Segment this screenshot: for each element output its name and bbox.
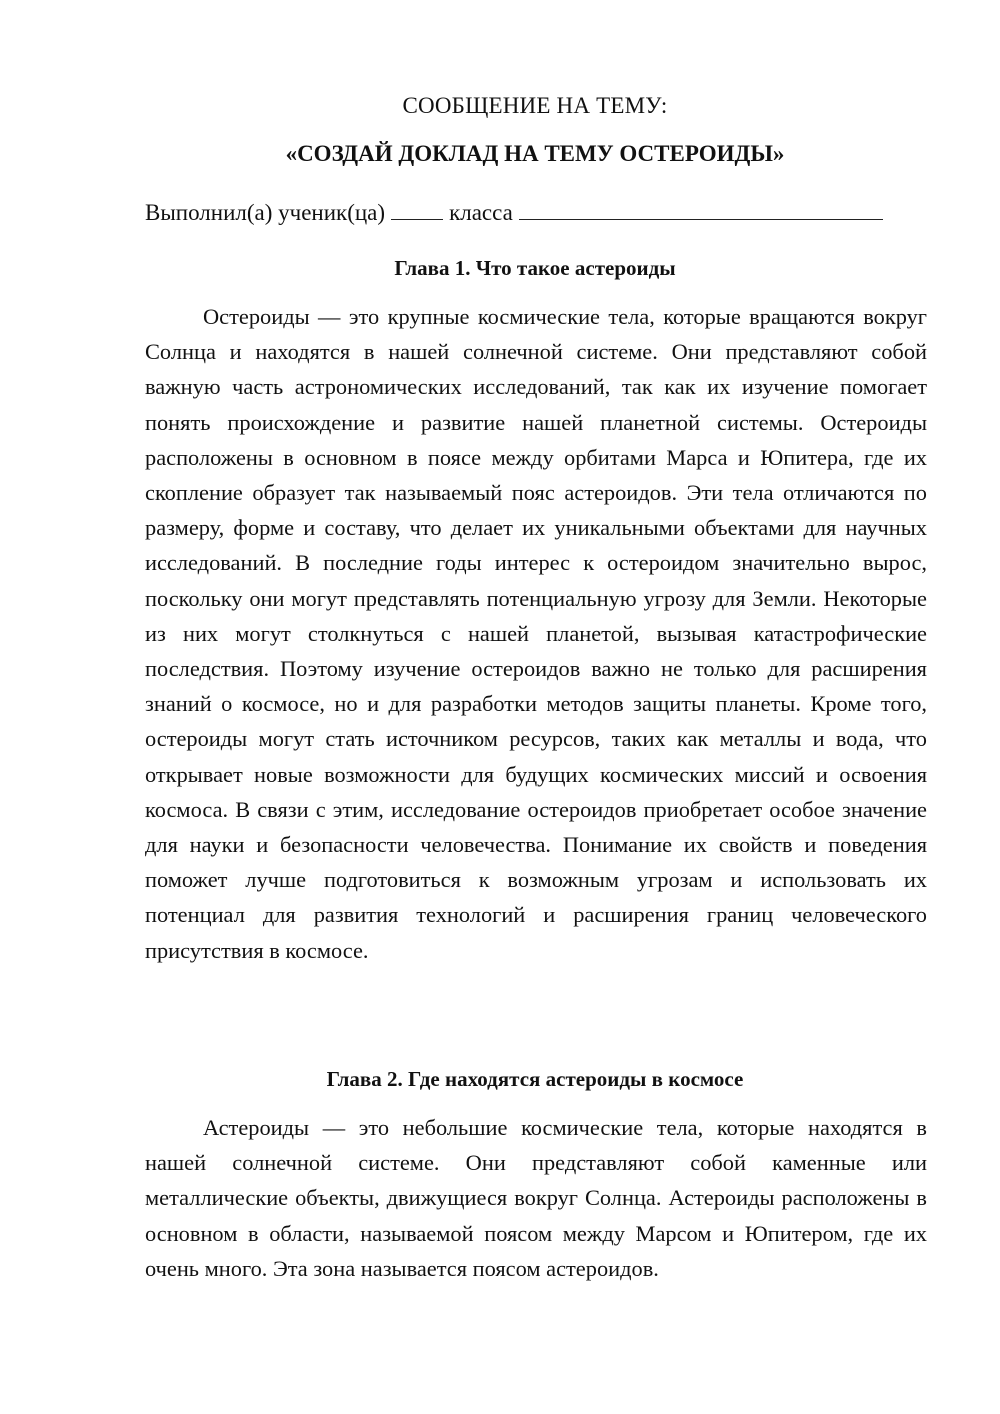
student-name-blank: [519, 197, 883, 220]
chapter-2-paragraph: Астероиды — это небольшие космические тела, которые находятся в нашей солнечной системе. Они представляют собой каменные или металлические объекты, движущиеся вокруг Солнца. Астероиды расположены в основном в области, называемой поясом между Марсом и Юпитером, где их очень много. Эта зона называется поясом астероидов.: [145, 1115, 927, 1281]
document-heading-line1: СООБЩЕНИЕ НА ТЕМУ:: [402, 93, 668, 118]
chapter-1-paragraph: Остероиды — это крупные космические тела, которые вращаются вокруг Солнца и находятся в нашей солнечной системе. Они представляют собой важную часть астрономических исследований, так как их изучение помогает понять происхождение и развитие нашей планетной системы. Остероиды расположены в основном в поясе между орбитами Марса и Юпитера, где их скопление образует так называемый пояс астероидов. Эти тела отличаются по размеру, форме и составу, что делает их уникальными объектами для научных исследований. В последние годы интерес к остероидом значительно вырос, поскольку они могут представлять потенциальную угрозу для Земли. Некоторые из них могут столкнуться с нашей планетой, вызывая катастрофические последствия. Поэтому изучение остероидов важно не только для расширения знаний о космосе, но и для разработки методов защиты планеты. Кроме того, остероиды могут стать источником ресурсов, таких как металлы и вода, что открывает новые возможности для будущих космических миссий и освоения космоса. В связи с этим, исследование остероидов приобретает особое значение для науки и безопасности человечества. Понимание их свойств и поведения поможет лучше подготовиться к возможным угрозам и использовать их потенциал для развития технологий и расширения границ человеческого присутствия в космосе.: [145, 304, 927, 963]
document-heading-topic: «СОЗДАЙ ДОКЛАД НА ТЕМУ ОСТЕРОИДЫ»: [285, 141, 785, 166]
chapter-2-title: Глава 2. Где находятся астероиды в космосе: [326, 1067, 744, 1091]
class-number-blank: [391, 197, 443, 220]
class-label: класса: [449, 200, 513, 225]
performer-line: [145, 197, 935, 226]
performer-label: Выполнил(а) ученик(ца): [145, 200, 386, 225]
chapter-1-title: Глава 1. Что такое астероиды: [394, 256, 676, 280]
